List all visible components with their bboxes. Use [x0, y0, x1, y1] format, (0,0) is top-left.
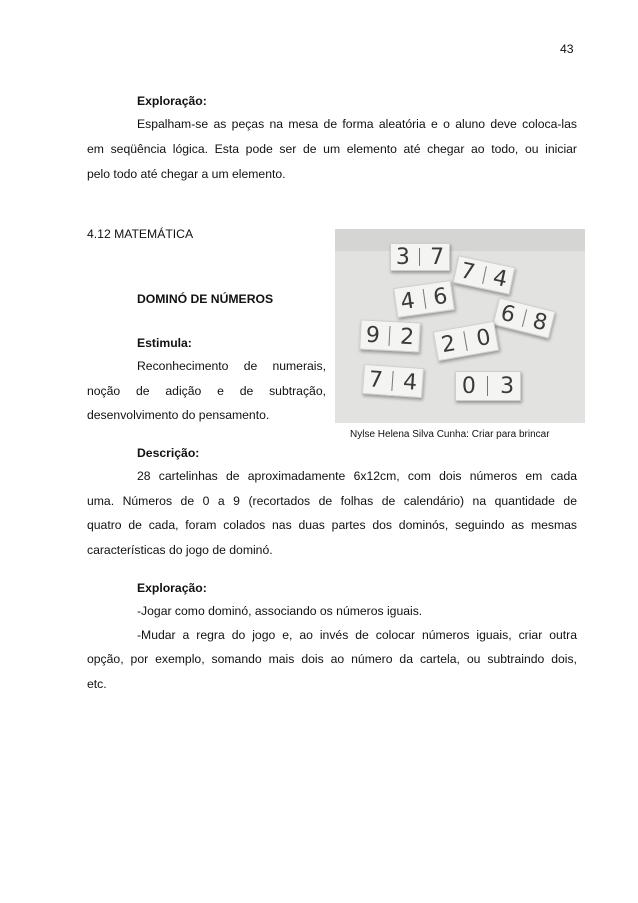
exploration-para-line: Espalham-se as peças na mesa de forma aleatória e o aluno deve coloca-las	[137, 117, 577, 131]
tile-number: 8	[530, 308, 550, 336]
tile-number: 9	[365, 322, 381, 348]
tile-number: 6	[498, 300, 518, 328]
domino-tile	[455, 371, 521, 401]
tile-number: 7	[430, 244, 445, 270]
domino-tile	[393, 280, 455, 318]
tile-number: 7	[368, 366, 384, 393]
tile-number: 7	[458, 257, 478, 286]
exploration-heading-2: Exploração:	[137, 581, 207, 595]
tile-number: 4	[398, 287, 417, 315]
exploration-item-line: etc.	[87, 677, 107, 691]
page-number: 43	[560, 42, 574, 56]
activity-title: DOMINÓ DE NÚMEROS	[137, 292, 274, 306]
tile-number: 4	[490, 264, 510, 293]
tile-number: 2	[439, 330, 458, 358]
domino-tile	[492, 297, 555, 338]
exploration-heading: Exploração:	[137, 94, 207, 108]
domino-tile	[362, 364, 424, 398]
tile-number: 0	[461, 373, 476, 399]
tile-number: 0	[474, 324, 493, 352]
tile-number: 6	[431, 283, 450, 311]
domino-tile	[359, 319, 420, 352]
tile-number: 4	[402, 369, 418, 396]
domino-tile	[433, 321, 499, 361]
tile-number: 3	[395, 244, 410, 270]
stimulates-line: desenvolvimento do pensamento.	[87, 408, 270, 422]
exploration-item: -Jogar como dominó, associando os números iguais.	[137, 604, 423, 618]
exploration-item-line: -Mudar a regra do jogo e, ao invés de colocar números iguais, criar outra	[137, 628, 577, 642]
tile-number: 2	[399, 324, 415, 350]
description-heading: Descrição:	[137, 446, 200, 460]
tile-number: 3	[500, 373, 515, 399]
domino-tile	[390, 243, 450, 271]
section-title: 4.12 MATEMÁTICA	[87, 227, 194, 241]
description-line: 28 cartelinhas de aproximadamente 6x12cm, com dois números em cada	[137, 469, 577, 483]
description-line: características do jogo de dominó.	[87, 543, 273, 557]
domino-tile	[453, 255, 516, 294]
photo-background-strip	[335, 229, 585, 251]
stimulates-line: noção de adição e de subtração,	[87, 384, 326, 398]
exploration-para-line: pelo todo até chegar a um elemento.	[87, 167, 286, 181]
description-line: quatro de cada, foram colados nas duas partes dos dominós, seguindo as mesmas	[87, 518, 577, 532]
exploration-item-line: opção, por exemplo, somando mais dois ao número da cartela, ou subtraindo dois,	[87, 652, 577, 666]
exploration-para-line: em seqüência lógica. Esta pode ser de um elemento até chegar ao todo, ou iniciar	[87, 142, 577, 156]
stimulates-heading: Estimula:	[137, 336, 192, 350]
stimulates-line: Reconhecimento de numerais,	[137, 359, 326, 373]
description-line: uma. Números de 0 a 9 (recortados de folhas de calendário) na quantidade de	[87, 494, 577, 508]
domino-photo	[335, 229, 585, 423]
photo-caption: Nylse Helena Silva Cunha: Criar para brincar	[350, 429, 550, 440]
